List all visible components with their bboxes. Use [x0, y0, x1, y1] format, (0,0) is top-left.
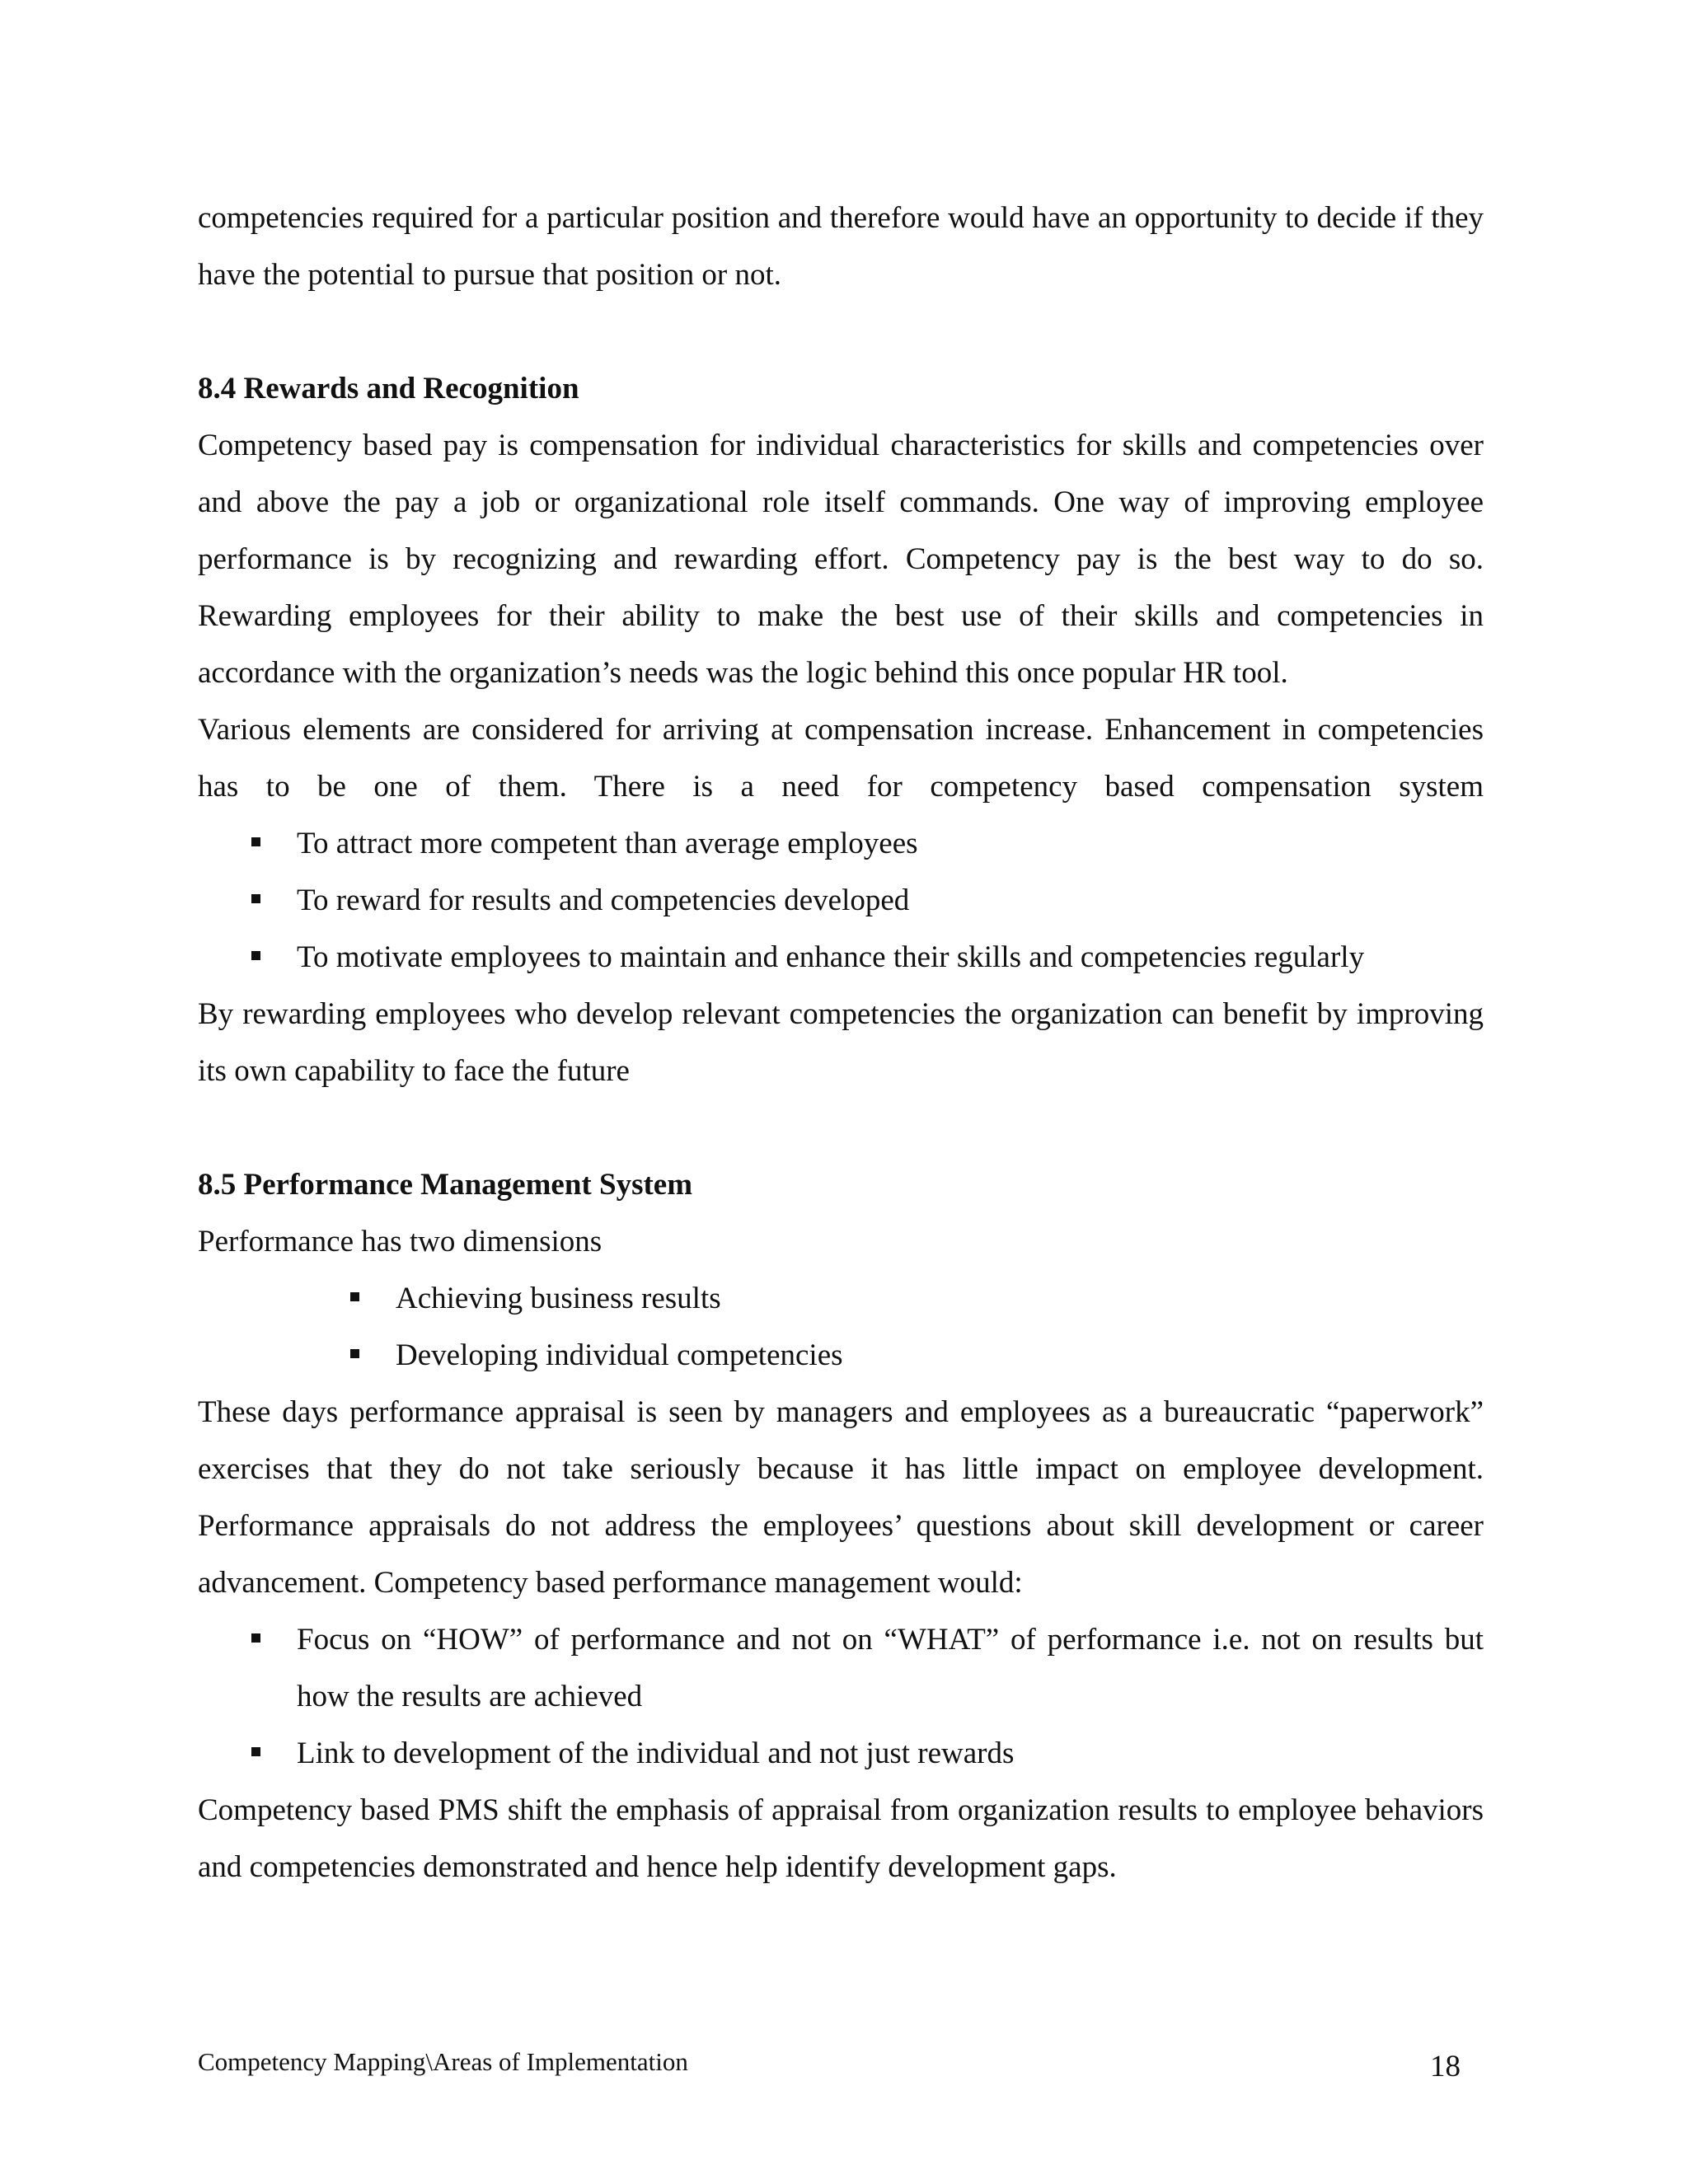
- list-item: Focus on “HOW” of performance and not on “WHAT” of performance i.e. not on results but how the results are achieved: [198, 1611, 1484, 1725]
- spacer: [198, 1099, 1484, 1156]
- list-item: To motivate employees to maintain and enhance their skills and competencies regularly: [198, 929, 1484, 986]
- section-rewards-recognition: [198, 360, 1484, 1099]
- square-bullet-icon: [350, 1349, 359, 1358]
- section-heading: 8.5 Performance Management System: [198, 1168, 693, 1202]
- square-bullet-icon: [251, 837, 260, 846]
- square-bullet-icon: [251, 894, 260, 903]
- list-item: To attract more competent than average employees: [198, 815, 1484, 872]
- paragraph: These days performance appraisal is seen by managers and employees as a bureaucratic “paperwork” exercises that they do not take seriously because it has little impact on employee development. Performance appraisals do not address the employees’ questions about skill development or career advancement. Competency based performance management would:: [198, 1395, 1484, 1600]
- page-body: [198, 190, 1484, 1896]
- square-bullet-icon: [251, 1747, 260, 1756]
- section-heading: 8.4 Rewards and Recognition: [198, 372, 579, 405]
- bullet-list: [198, 1611, 1484, 1782]
- bullet-list: [198, 815, 1484, 986]
- paragraph: By rewarding employees who develop relevant competencies the organization can benefit by improving its own capability to face the future: [198, 997, 1484, 1088]
- list-item: Developing individual competencies: [198, 1327, 1484, 1384]
- paragraph: Competency based pay is compensation for individual characteristics for skills and competencies over and above the pay a job or organizational role itself commands. One way of improving employee performance is by recognizing and rewarding effort. Competency pay is the best way to do so. Rewarding employees for their ability to make the best use of their skills and competencies in accordance with the organization’s needs was the logic behind this once popular HR tool.: [198, 429, 1484, 690]
- section-performance-management: [198, 1156, 1484, 1896]
- footer-text: Competency Mapping\Areas of Implementation: [198, 2047, 688, 2076]
- paragraph: Various elements are considered for arriving at compensation increase. Enhancement in competencies has to be one of them. There is a need for competency based compensation system: [198, 713, 1484, 804]
- list-item: Achieving business results: [198, 1270, 1484, 1327]
- square-bullet-icon: [350, 1292, 359, 1301]
- spacer: [198, 303, 1484, 360]
- page-number: 18: [1430, 2050, 1461, 2083]
- square-bullet-icon: [251, 1633, 260, 1643]
- square-bullet-icon: [251, 951, 260, 960]
- list-item: Link to development of the individual and not just rewards: [198, 1725, 1484, 1782]
- intro-paragraph: competencies required for a particular position and therefore would have an opportunity to decide if they have the potential to pursue that position or not.: [198, 201, 1484, 292]
- paragraph: Performance has two dimensions: [198, 1225, 603, 1258]
- dimension-list: [198, 1270, 1484, 1384]
- list-item: To reward for results and competencies developed: [198, 872, 1484, 929]
- paragraph: Competency based PMS shift the emphasis of appraisal from organization results to employee behaviors and competencies demonstrated and hence help identify development gaps.: [198, 1793, 1484, 1884]
